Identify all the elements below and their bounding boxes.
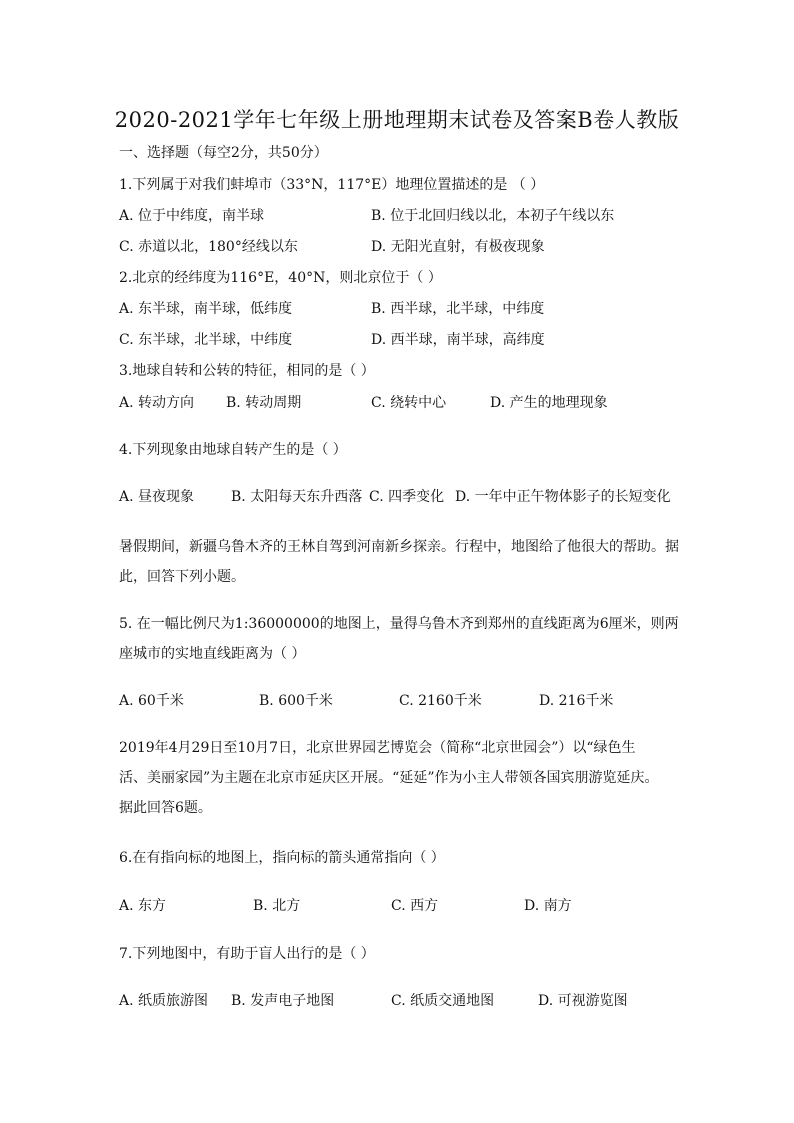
question-3-option-d: D. 产生的地理现象 xyxy=(490,395,608,411)
question-3-option-a: A. 转动方向 xyxy=(119,395,195,411)
question-7-option-c: C. 纸质交通地图 xyxy=(391,993,495,1009)
question-7-stem: 7.下列地图中，有助于盲人出行的是（ ） xyxy=(119,946,375,962)
question-1-stem: 1.下列属于对我们蚌埠市（33°N，117°E）地理位置描述的是 （ ） xyxy=(119,177,545,193)
question-2-option-c: C. 东半球，北半球，中纬度 xyxy=(119,332,293,348)
question-6-option-a: A. 东方 xyxy=(119,898,167,914)
question-7-option-d: D. 可视游览图 xyxy=(538,993,628,1009)
question-3-option-c: C. 绕转中心 xyxy=(371,395,447,411)
question-5-option-d: D. 216千米 xyxy=(539,693,614,709)
question-7-option-b: B. 发声电子地图 xyxy=(231,993,335,1009)
material-2-line-2: 活、美丽家园”为主题在北京市延庆区开展。“延延”作为小主人带领各国宾朋游览延庆。 xyxy=(119,770,659,786)
question-2-stem: 2.北京的经纬度为116°E，40°N，则北京位于（ ） xyxy=(119,270,442,286)
question-6-option-c: C. 西方 xyxy=(391,898,439,914)
question-4-option-a: A. 昼夜现象 xyxy=(119,489,195,505)
question-1-option-a: A. 位于中纬度，南半球 xyxy=(119,208,265,224)
question-5-option-c: C. 2160千米 xyxy=(399,693,482,709)
question-6-option-d: D. 南方 xyxy=(524,898,572,914)
question-3-stem: 3.地球自转和公转的特征，相同的是（ ） xyxy=(119,363,375,379)
question-2-option-d: D. 西半球，南半球，高纬度 xyxy=(371,332,545,348)
question-7-option-a: A. 纸质旅游图 xyxy=(119,993,209,1009)
question-1-option-c: C. 赤道以北，180°经线以东 xyxy=(119,239,298,255)
question-3-option-b: B. 转动周期 xyxy=(226,395,302,411)
question-4-stem: 4.下列现象由地球自转产生的是（ ） xyxy=(119,442,347,458)
material-2-line-1: 2019年4月29日至10月7日，北京世界园艺博览会（简称“北京世园会”）以“绿色生 xyxy=(119,740,636,756)
question-4-option-c: C. 四季变化 xyxy=(369,489,445,505)
question-2-option-b: B. 西半球，北半球，中纬度 xyxy=(371,301,545,317)
question-1-option-b: B. 位于北回归线以北，本初子午线以东 xyxy=(371,208,615,224)
section-heading: 一、选择题（每空2分，共50分） xyxy=(119,145,328,161)
material-2-line-3: 据此回答6题。 xyxy=(119,800,212,816)
question-5-option-b: B. 600千米 xyxy=(259,693,333,709)
question-5-stem-line-2: 座城市的实地直线距离为（ ） xyxy=(119,646,306,662)
question-4-option-b: B. 太阳每天东升西落 xyxy=(231,489,363,505)
question-6-option-b: B. 北方 xyxy=(253,898,301,914)
material-1-line-2: 此，回答下列小题。 xyxy=(119,569,245,585)
question-6-stem: 6.在有指向标的地图上，指向标的箭头通常指向（ ） xyxy=(119,850,445,866)
question-5-option-a: A. 60千米 xyxy=(119,693,184,709)
question-4-option-d: D. 一年中正午物体影子的长短变化 xyxy=(455,489,671,505)
question-1-option-d: D. 无阳光直射，有极夜现象 xyxy=(371,239,545,255)
question-2-option-a: A. 东半球，南半球，低纬度 xyxy=(119,301,293,317)
document-title: 2020-2021学年七年级上册地理期末试卷及答案B卷人教版 xyxy=(114,108,680,132)
question-5-stem-line-1: 5. 在一幅比例尺为1:36000000的地图上，量得乌鲁木齐到郑州的直线距离为6厘米，则两 xyxy=(119,616,679,632)
material-1-line-1: 暑假期间，新疆乌鲁木齐的王林自驾到河南新乡探亲。行程中，地图给了他很大的帮助。据 xyxy=(119,539,679,555)
